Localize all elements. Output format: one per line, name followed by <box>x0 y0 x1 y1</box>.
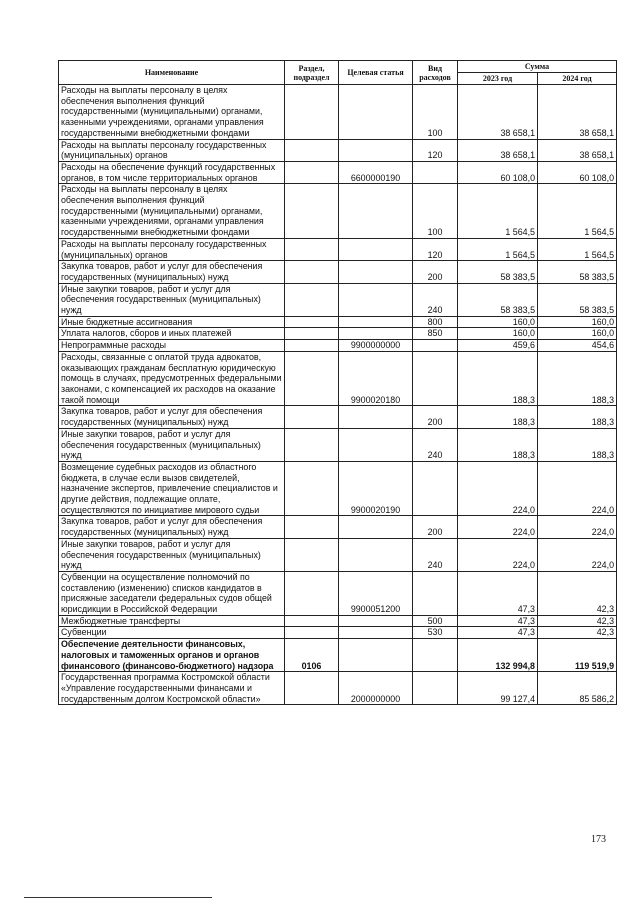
cell-2024: 58 383,5 <box>538 283 617 316</box>
cell-name: Субвенции на осуществление полномочий по составлению (изменению) списков кандидатов в присяжные заседатели федеральных судов общей юрисдикции в Российской Федерации <box>59 571 285 615</box>
cell-section <box>285 261 339 283</box>
cell-name: Расходы на выплаты персоналу государственных (муниципальных) органов <box>59 238 285 260</box>
table-row <box>59 261 617 283</box>
table-row <box>59 672 617 705</box>
cell-name: Расходы на выплаты персоналу в целях обеспечения выполнения функций государственными (муниципальными) органами, казенными учреждениями, органами управления государственными внебюджетными фондами <box>59 184 285 239</box>
cell-2024: 38 658,1 <box>538 85 617 140</box>
cell-2023: 1 564,5 <box>458 238 538 260</box>
cell-2024: 188,3 <box>538 406 617 428</box>
cell-kind: 240 <box>413 428 458 461</box>
cell-2024: 38 658,1 <box>538 139 617 161</box>
cell-section <box>285 161 339 183</box>
table-row <box>59 639 617 672</box>
cell-kind <box>413 340 458 352</box>
table-row <box>59 139 617 161</box>
cell-target <box>339 139 413 161</box>
cell-2024: 1 564,5 <box>538 184 617 239</box>
table-row <box>59 85 617 140</box>
cell-2024: 224,0 <box>538 538 617 571</box>
cell-kind: 800 <box>413 316 458 328</box>
cell-name: Закупка товаров, работ и услуг для обеспечения государственных (муниципальных) нужд <box>59 516 285 538</box>
cell-name: Иные закупки товаров, работ и услуг для обеспечения государственных (муниципальных) нужд <box>59 283 285 316</box>
table-row <box>59 627 617 639</box>
cell-target <box>339 261 413 283</box>
cell-target <box>339 428 413 461</box>
table-row <box>59 161 617 183</box>
cell-kind: 240 <box>413 538 458 571</box>
cell-2023: 188,3 <box>458 406 538 428</box>
cell-section <box>285 461 339 516</box>
cell-section <box>285 283 339 316</box>
cell-target: 6600000190 <box>339 161 413 183</box>
table-row <box>59 538 617 571</box>
cell-kind: 850 <box>413 328 458 340</box>
cell-section: 0106 <box>285 639 339 672</box>
table-row <box>59 615 617 627</box>
cell-2023: 38 658,1 <box>458 85 538 140</box>
cell-2024: 1 564,5 <box>538 238 617 260</box>
header-2024: 2024 год <box>538 73 617 85</box>
footnote-divider <box>24 897 212 898</box>
table-row <box>59 283 617 316</box>
header-target: Целевая статья <box>339 61 413 85</box>
cell-section <box>285 672 339 705</box>
cell-2023: 60 108,0 <box>458 161 538 183</box>
cell-kind: 200 <box>413 406 458 428</box>
cell-kind: 500 <box>413 615 458 627</box>
cell-kind <box>413 672 458 705</box>
table-row <box>59 351 617 406</box>
cell-kind <box>413 351 458 406</box>
cell-target <box>339 627 413 639</box>
cell-name: Иные закупки товаров, работ и услуг для обеспечения государственных (муниципальных) нужд <box>59 428 285 461</box>
cell-2024: 188,3 <box>538 428 617 461</box>
cell-kind: 100 <box>413 85 458 140</box>
cell-target: 9900020190 <box>339 461 413 516</box>
cell-2023: 224,0 <box>458 516 538 538</box>
cell-2024: 42,3 <box>538 615 617 627</box>
cell-target <box>339 85 413 140</box>
cell-section <box>285 340 339 352</box>
cell-section <box>285 516 339 538</box>
cell-section <box>285 316 339 328</box>
cell-name: Непрограммные расходы <box>59 340 285 352</box>
cell-2024: 42,3 <box>538 571 617 615</box>
cell-target <box>339 639 413 672</box>
cell-name: Иные бюджетные ассигнования <box>59 316 285 328</box>
cell-kind <box>413 161 458 183</box>
table-row <box>59 238 617 260</box>
cell-kind: 100 <box>413 184 458 239</box>
cell-2024: 85 586,2 <box>538 672 617 705</box>
table-row <box>59 316 617 328</box>
cell-2023: 224,0 <box>458 538 538 571</box>
page-number: 173 <box>591 834 606 845</box>
cell-kind: 120 <box>413 139 458 161</box>
cell-2024: 224,0 <box>538 461 617 516</box>
header-sum: Сумма <box>458 61 617 73</box>
cell-2024: 60 108,0 <box>538 161 617 183</box>
cell-name: Расходы, связанные с оплатой труда адвокатов, оказывающих гражданам бесплатную юридическую помощь в случаях, предусмотренных федеральными законами, с компенсацией их расходов на оказание такой помощи <box>59 351 285 406</box>
table-row <box>59 328 617 340</box>
cell-kind <box>413 461 458 516</box>
cell-target: 9900000000 <box>339 340 413 352</box>
cell-target: 2000000000 <box>339 672 413 705</box>
cell-2023: 47,3 <box>458 571 538 615</box>
cell-target <box>339 238 413 260</box>
cell-target <box>339 316 413 328</box>
cell-2023: 459,6 <box>458 340 538 352</box>
cell-section <box>285 85 339 140</box>
cell-target <box>339 516 413 538</box>
cell-2023: 224,0 <box>458 461 538 516</box>
cell-section <box>285 615 339 627</box>
cell-name: Расходы на выплаты персоналу государственных (муниципальных) органов <box>59 139 285 161</box>
cell-kind: 200 <box>413 516 458 538</box>
table-row <box>59 340 617 352</box>
header-name: Наименование <box>59 61 285 85</box>
cell-2023: 1 564,5 <box>458 184 538 239</box>
cell-section <box>285 538 339 571</box>
cell-kind: 120 <box>413 238 458 260</box>
cell-2024: 454,6 <box>538 340 617 352</box>
cell-target <box>339 184 413 239</box>
cell-2024: 42,3 <box>538 627 617 639</box>
table-row <box>59 461 617 516</box>
cell-2023: 160,0 <box>458 316 538 328</box>
cell-2024: 160,0 <box>538 316 617 328</box>
cell-kind: 530 <box>413 627 458 639</box>
cell-name: Расходы на обеспечение функций государственных органов, в том числе территориальных органов <box>59 161 285 183</box>
cell-kind: 240 <box>413 283 458 316</box>
cell-section <box>285 184 339 239</box>
cell-target <box>339 283 413 316</box>
cell-name: Межбюджетные трансферты <box>59 615 285 627</box>
cell-section <box>285 328 339 340</box>
table-row <box>59 428 617 461</box>
cell-2023: 132 994,8 <box>458 639 538 672</box>
cell-section <box>285 406 339 428</box>
cell-kind <box>413 639 458 672</box>
table-row <box>59 571 617 615</box>
cell-kind: 200 <box>413 261 458 283</box>
cell-name: Закупка товаров, работ и услуг для обеспечения государственных (муниципальных) нужд <box>59 261 285 283</box>
cell-target <box>339 615 413 627</box>
cell-section <box>285 571 339 615</box>
cell-2023: 58 383,5 <box>458 261 538 283</box>
cell-section <box>285 627 339 639</box>
cell-name: Иные закупки товаров, работ и услуг для обеспечения государственных (муниципальных) нужд <box>59 538 285 571</box>
budget-table <box>58 60 617 705</box>
cell-2023: 47,3 <box>458 615 538 627</box>
header-2023: 2023 год <box>458 73 538 85</box>
cell-section <box>285 428 339 461</box>
cell-2023: 38 658,1 <box>458 139 538 161</box>
cell-2024: 160,0 <box>538 328 617 340</box>
header-section: Раздел, подраздел <box>285 61 339 85</box>
cell-2024: 119 519,9 <box>538 639 617 672</box>
cell-2023: 58 383,5 <box>458 283 538 316</box>
cell-target <box>339 406 413 428</box>
cell-2024: 224,0 <box>538 516 617 538</box>
cell-name: Расходы на выплаты персоналу в целях обеспечения выполнения функций государственными (муниципальными) органами, казенными учреждениями, органами управления государственными внебюджетными фондами <box>59 85 285 140</box>
cell-section <box>285 351 339 406</box>
header-kind: Вид расходов <box>413 61 458 85</box>
cell-2023: 188,3 <box>458 351 538 406</box>
cell-kind <box>413 571 458 615</box>
table-body <box>59 85 617 705</box>
cell-name: Возмещение судебных расходов из областного бюджета, в случае если вызов свидетелей, назначение экспертов, привлечение специалистов и другие действия, подлежащие оплате, осуществляются по инициативе мирового судьи <box>59 461 285 516</box>
cell-2023: 99 127,4 <box>458 672 538 705</box>
table-row <box>59 406 617 428</box>
cell-section <box>285 139 339 161</box>
cell-target: 9900051200 <box>339 571 413 615</box>
cell-2023: 160,0 <box>458 328 538 340</box>
cell-name: Обеспечение деятельности финансовых, налоговых и таможенных органов и органов финансового (финансово-бюджетного) надзора <box>59 639 285 672</box>
cell-2023: 47,3 <box>458 627 538 639</box>
cell-name: Закупка товаров, работ и услуг для обеспечения государственных (муниципальных) нужд <box>59 406 285 428</box>
cell-section <box>285 238 339 260</box>
cell-target <box>339 538 413 571</box>
cell-target: 9900020180 <box>339 351 413 406</box>
cell-name: Уплата налогов, сборов и иных платежей <box>59 328 285 340</box>
cell-2023: 188,3 <box>458 428 538 461</box>
cell-name: Субвенции <box>59 627 285 639</box>
cell-target <box>339 328 413 340</box>
cell-2024: 188,3 <box>538 351 617 406</box>
cell-2024: 58 383,5 <box>538 261 617 283</box>
table-row <box>59 184 617 239</box>
table-row <box>59 516 617 538</box>
cell-name: Государственная программа Костромской области «Управление государственными финансами и государственным долгом Костромской области» <box>59 672 285 705</box>
